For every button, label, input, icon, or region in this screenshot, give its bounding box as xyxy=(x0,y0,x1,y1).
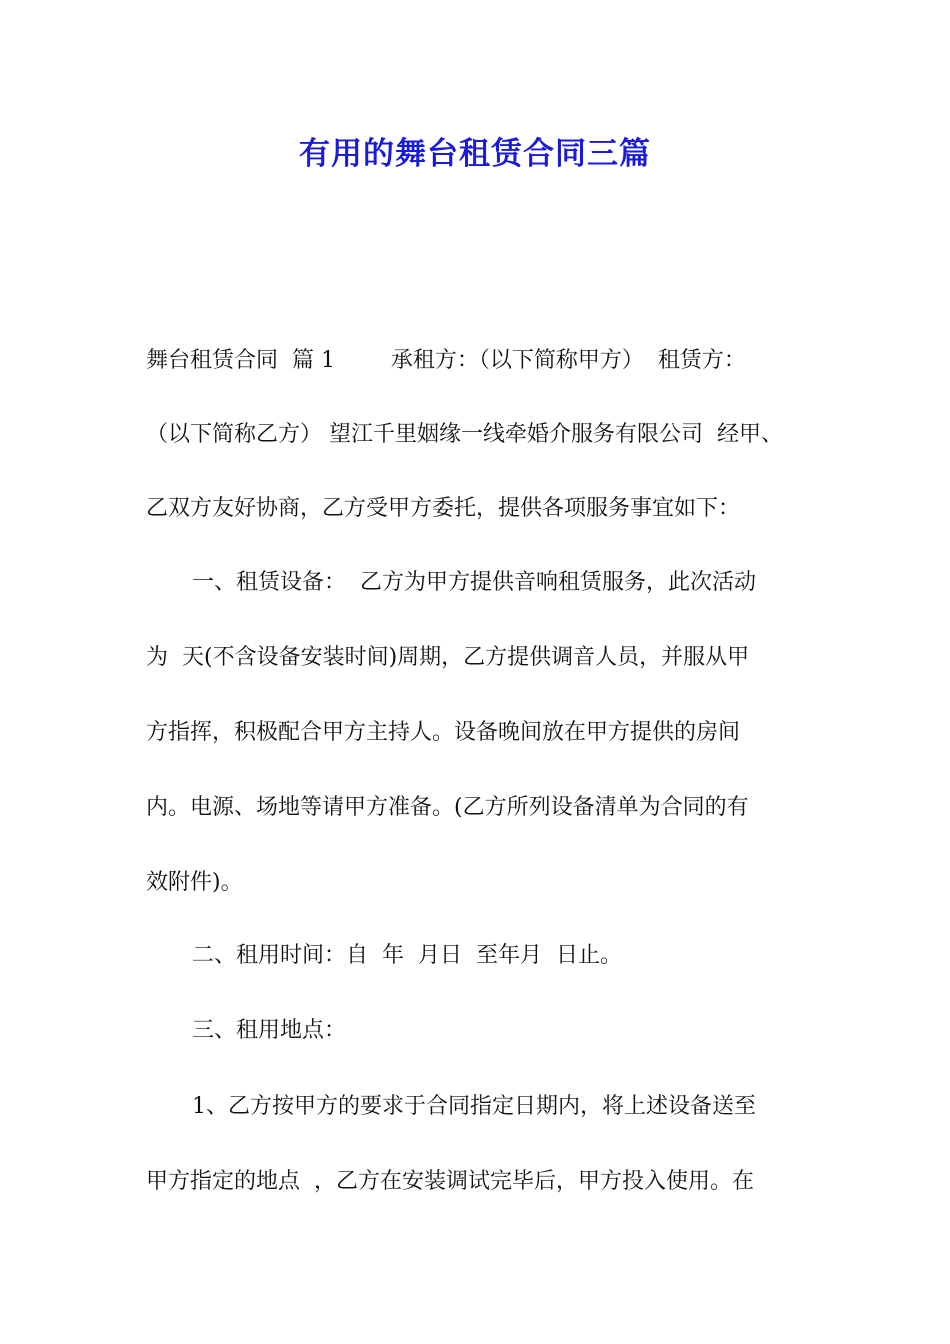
document-title: 有用的舞台租赁合同三篇 xyxy=(299,136,651,172)
section-equipment-line-4: 内。电源、场地等请甲方准备。(乙方所列设备清单为合同的有 xyxy=(146,795,749,820)
section-rental-location: 三、租用地点： xyxy=(192,1018,347,1043)
contract-line-3: 乙双方友好协商，乙方受甲方委托，提供各项服务事宜如下： xyxy=(146,496,741,521)
clause-1-line-2: 甲方指定的地点 ，乙方在安装调试完毕后，甲方投入使用。在 xyxy=(146,1169,754,1194)
contract-line-2: （以下简称乙方） 望江千里姻缘一线牵婚介服务有限公司 经甲、 xyxy=(146,422,783,447)
contract-line-1: 舞台租赁合同 篇 1 承租方：（以下简称甲方） 租赁方： xyxy=(146,348,746,373)
section-equipment-line-3: 方指挥，积极配合甲方主持人。设备晚间放在甲方提供的房间 xyxy=(146,720,741,745)
section-equipment-line-2: 为 天(不含设备安装时间)周期，乙方提供调音人员，并服从甲 xyxy=(146,645,750,670)
section-rental-time: 二、租用时间：自 年 月日 至年月 日止。 xyxy=(192,943,622,968)
section-equipment-line-5: 效附件)。 xyxy=(146,870,243,895)
section-equipment-line-1: 一、租赁设备： 乙方为甲方提供音响租赁服务，此次活动 xyxy=(192,570,756,595)
clause-1-line-1: 1、乙方按甲方的要求于合同指定日期内，将上述设备送至 xyxy=(192,1094,756,1119)
